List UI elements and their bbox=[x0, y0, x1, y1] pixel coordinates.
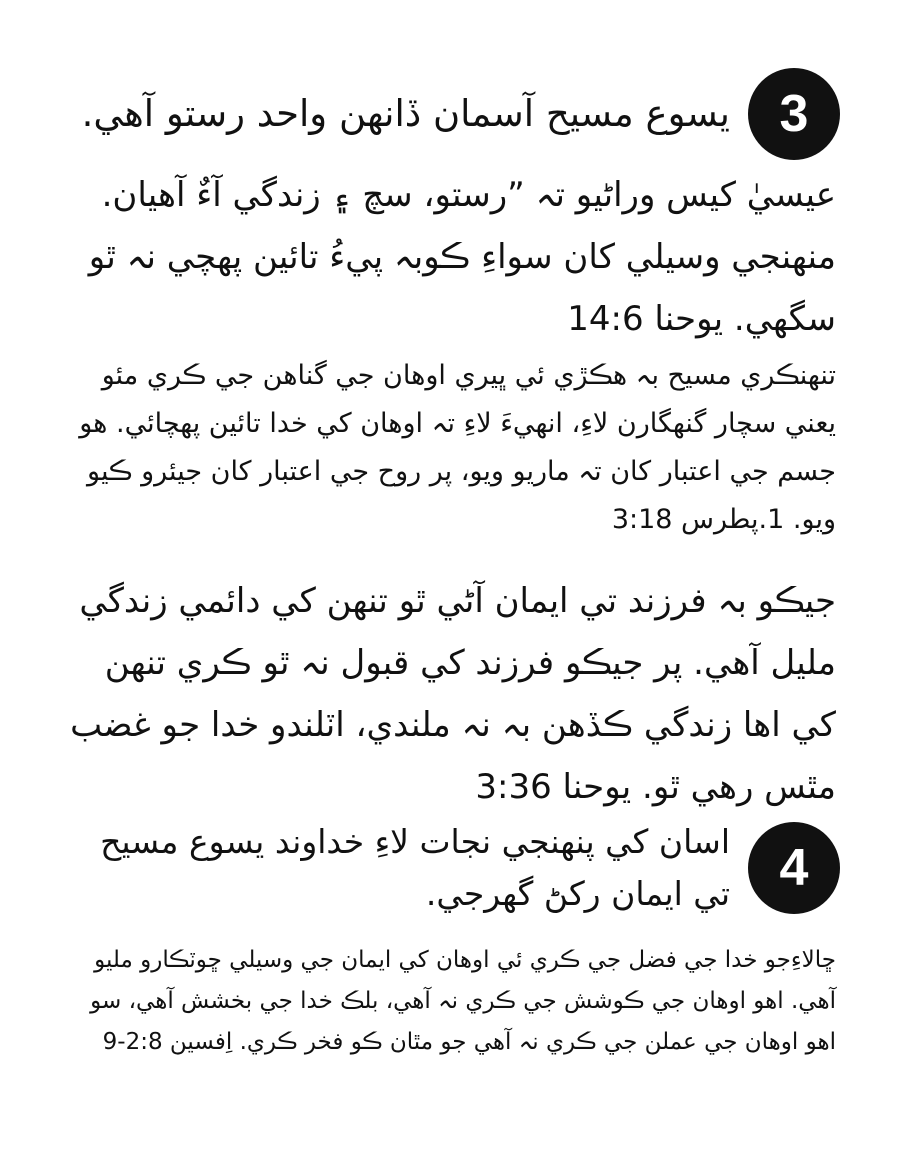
section-3-title: يسوع مسيح آسمان ڏانهن واحد رستو آهي. bbox=[81, 92, 730, 136]
section-4-heading bbox=[62, 816, 840, 920]
section-3-verse-john-3-36: جيڪو بہ فرزند تي ايمان آڻي ٿو تنهن کي دائمي زندگي مليل آهي. پر جيڪو فرزند کي قبول نہ ٿو ڪري تنهن کي اها زندگي ڪڏهن بہ نہ ملندي، اٽلندو خدا جو غضب مٿس رهي ٿو. يوحنا 3:36 bbox=[70, 581, 836, 807]
section-3-verse-1-peter-3-18: تنهنڪري مسيح بہ هڪڙي ئي ڀيري اوهان جي گناهن جي ڪري مئو يعني سچار گنهگارن لاءِ، انهيءَ لاءِ تہ اوهان کي خدا تائين پهچائي. هو جسم جي اعتبار کان تہ ماريو ويو، پر روح جي اعتبار کان جيئرو ڪيو ويو. 1.پطرس 3:18 bbox=[79, 360, 836, 535]
section-4-title: اسان کي پنهنجي نجات لاءِ خداوند يسوع مسيح تي ايمان رکڻ گهرجي. bbox=[100, 822, 730, 913]
section-3-heading bbox=[62, 68, 840, 160]
step-number-badge: 4 bbox=[748, 822, 840, 914]
section-3-verse-john-14-6: عيسيٰ کيس وراڻيو تہ ”رستو، سچ ۽ زندگي آءٌ آهيان. منهنجي وسيلي کان سواءِ ڪوبہ پيءُ تائين پهچي نہ ٿو سگهي. يوحنا 14:6 bbox=[88, 175, 836, 339]
section-4-verse-ephesians-2-8-9: ڇالاءِجو خدا جي فضل جي ڪري ئي اوهان کي ايمان جي وسيلي ڇوٽڪارو مليو آهي. اهو اوهان جي ڪوشش جي ڪري نہ آهي، بلڪ خدا جي بخشش آهي، سو اهو اوهان جي عملن جي ڪري نہ آهي جو مٿان ڪو فخر ڪري. اِفسين 2:8-9 bbox=[90, 947, 836, 1055]
step-number-badge: 3 bbox=[748, 68, 840, 160]
